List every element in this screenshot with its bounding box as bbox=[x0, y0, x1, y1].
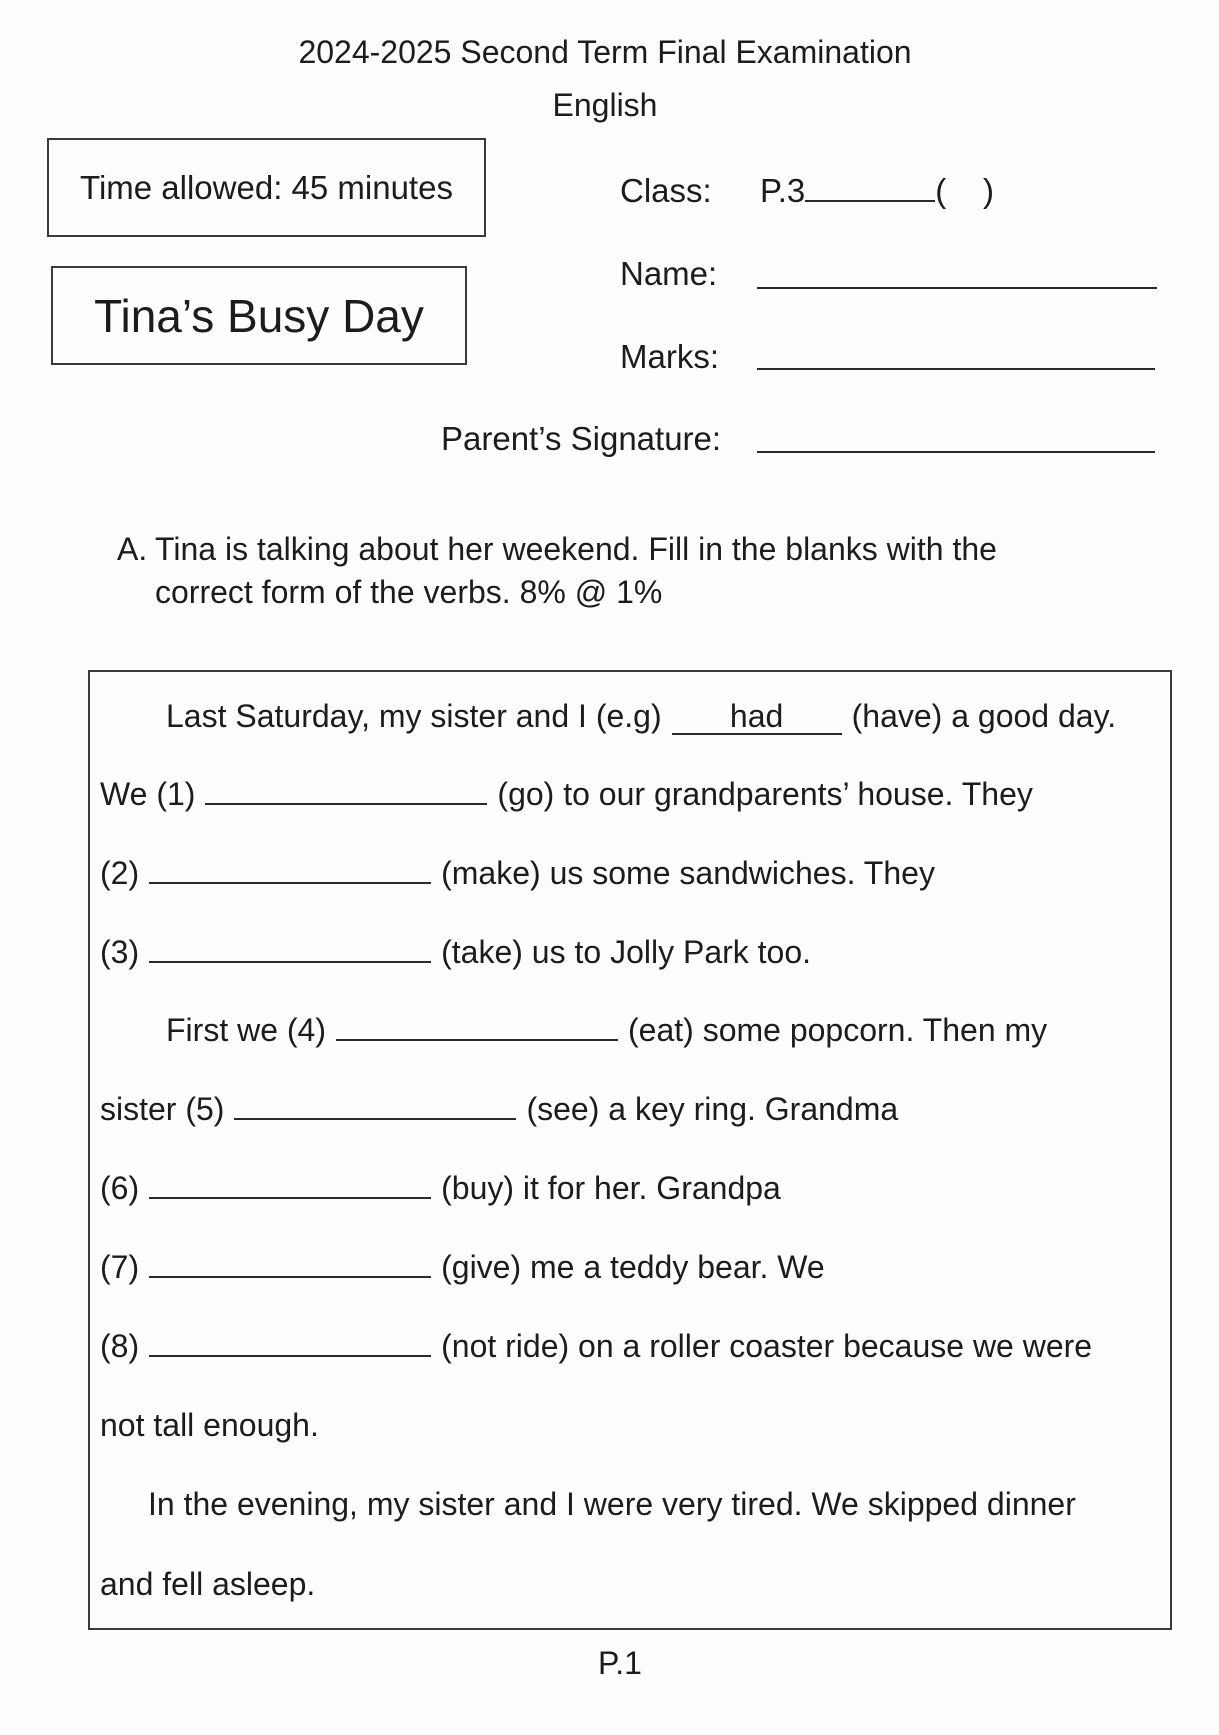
passage-line-example bbox=[166, 698, 1116, 735]
class-value: P.3 bbox=[760, 172, 806, 209]
passage-line-3 bbox=[100, 934, 811, 971]
passage-line-7 bbox=[100, 1249, 825, 1286]
passage-line-10: In the evening, my sister and I were very tired. We skipped dinner bbox=[148, 1486, 1076, 1522]
question-number: (2) bbox=[100, 855, 140, 891]
parent-signature-label: Parent’s Signature: bbox=[441, 420, 722, 457]
answer-blank-7[interactable] bbox=[149, 1250, 431, 1278]
passage-text: (make) us some sandwiches. They bbox=[441, 855, 935, 891]
section-a-number: A. bbox=[117, 531, 148, 567]
answer-blank-4[interactable] bbox=[336, 1013, 618, 1041]
time-allowed-box bbox=[47, 138, 486, 237]
passage-text: (give) me a teddy bear. We bbox=[441, 1249, 825, 1285]
section-a-instructions bbox=[117, 528, 1077, 614]
question-number: We (1) bbox=[100, 776, 196, 812]
answer-blank-2[interactable] bbox=[149, 856, 431, 884]
passage-text: Last Saturday, my sister and I (e.g) bbox=[166, 698, 662, 734]
passage-line-6 bbox=[100, 1170, 781, 1207]
subject-title: English bbox=[552, 87, 658, 123]
passage-text: (buy) it for her. Grandpa bbox=[441, 1170, 781, 1206]
passage-text: (eat) some popcorn. Then my bbox=[628, 1012, 1048, 1048]
passage-line-4 bbox=[166, 1012, 1047, 1049]
answer-blank-6[interactable] bbox=[149, 1171, 431, 1199]
marks-label: Marks: bbox=[620, 338, 719, 375]
name-label: Name: bbox=[620, 255, 718, 292]
section-a-line-2: correct form of the verbs. 8% @ 1% bbox=[155, 574, 663, 610]
answer-blank-8[interactable] bbox=[149, 1329, 431, 1357]
passage-text: (have) a good day. bbox=[851, 698, 1117, 734]
passage-box bbox=[88, 670, 1172, 1630]
story-title: Tina’s Busy Day bbox=[94, 289, 424, 342]
answer-blank-5[interactable] bbox=[234, 1092, 516, 1120]
passage-line-1 bbox=[100, 776, 1033, 813]
example-answer: had bbox=[672, 699, 842, 735]
marks-blank[interactable] bbox=[757, 368, 1155, 370]
exam-title: 2024-2025 Second Term Final Examination bbox=[298, 34, 912, 70]
section-a-line-1: Tina is talking about her weekend. Fill in the blanks with the bbox=[155, 531, 997, 567]
question-number: First we (4) bbox=[166, 1012, 326, 1048]
class-field[interactable] bbox=[760, 172, 994, 210]
time-allowed-text: Time allowed: 45 minutes bbox=[80, 168, 453, 206]
class-number-bracket: ( ) bbox=[935, 172, 994, 209]
answer-blank-3[interactable] bbox=[149, 935, 431, 963]
story-title-box bbox=[51, 266, 467, 365]
question-number: (7) bbox=[100, 1249, 140, 1285]
question-number: (8) bbox=[100, 1328, 140, 1364]
class-label: Class: bbox=[620, 172, 712, 209]
class-blank[interactable] bbox=[805, 172, 935, 202]
passage-text: (go) to our grandparents’ house. They bbox=[497, 776, 1033, 812]
parent-signature-blank[interactable] bbox=[757, 451, 1155, 453]
question-number: (6) bbox=[100, 1170, 140, 1206]
question-number: (3) bbox=[100, 934, 140, 970]
answer-blank-1[interactable] bbox=[205, 777, 487, 805]
name-blank[interactable] bbox=[757, 287, 1157, 289]
page-number: P.1 bbox=[598, 1645, 642, 1681]
passage-line-11: and fell asleep. bbox=[100, 1566, 316, 1602]
passage-line-9: not tall enough. bbox=[100, 1407, 319, 1443]
passage-line-8 bbox=[100, 1328, 1092, 1365]
passage-text: (see) a key ring. Grandma bbox=[526, 1091, 899, 1127]
passage-line-5 bbox=[100, 1091, 898, 1128]
passage-line-2 bbox=[100, 855, 935, 892]
question-number: sister (5) bbox=[100, 1091, 225, 1127]
passage-text: (not ride) on a roller coaster because we were bbox=[441, 1328, 1093, 1364]
passage-text: (take) us to Jolly Park too. bbox=[441, 934, 812, 970]
